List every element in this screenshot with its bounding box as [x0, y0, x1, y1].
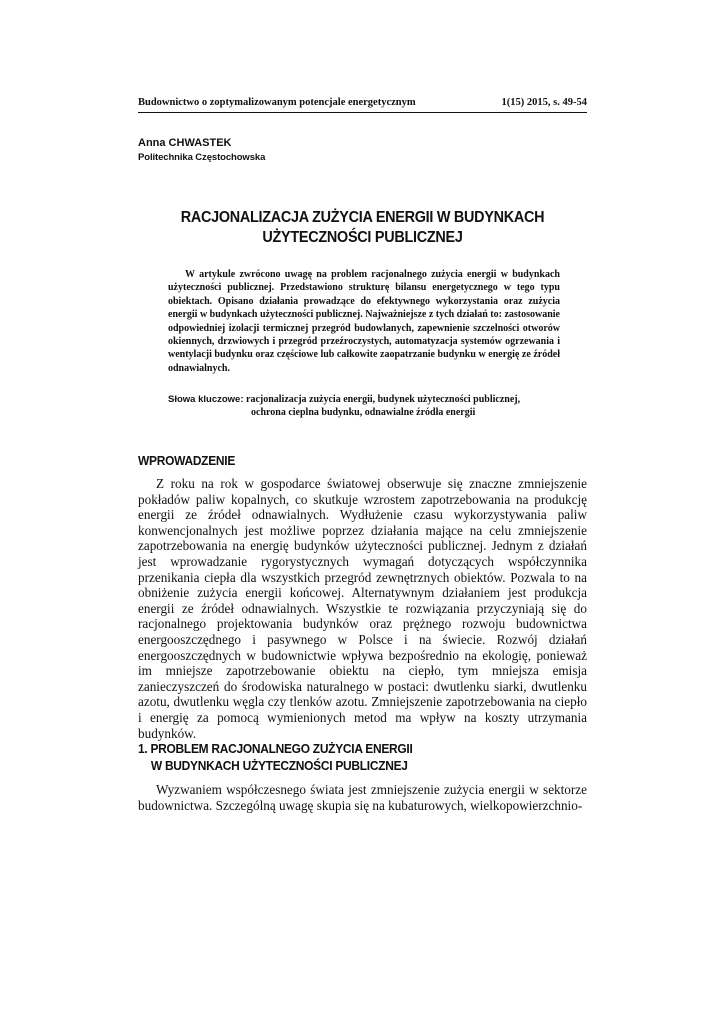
- title-line-1: RACJONALIZACJA ZUŻYCIA ENERGII W BUDYNKACH: [180, 209, 545, 226]
- section-heading-1: [138, 740, 413, 774]
- keywords-label: Słowa kluczowe:: [168, 394, 244, 405]
- section-heading-intro: WPROWADZENIE: [138, 453, 236, 468]
- intro-body: [138, 476, 587, 741]
- section-1-heading-line-2: W BUDYNKACH UŻYTECZNOŚCI PUBLICZNEJ: [150, 758, 408, 773]
- keywords-line-1: racjonalizacja zużycia energii, budynek użyteczności publicznej,: [246, 394, 521, 405]
- keywords: [168, 393, 560, 420]
- paper-title: [160, 208, 564, 248]
- title-line-2: UŻYTECZNOŚCI PUBLICZNEJ: [262, 229, 463, 246]
- header-rule: [138, 112, 587, 113]
- author-affiliation: Politechnika Częstochowska: [138, 152, 266, 163]
- section-1-paragraph: Wyzwaniem współczesnego świata jest zmniejszenie zużycia energii w sektorze budownictwa. Szczególną uwagę skupia się na kubaturowych, wielkopowierzchnio-: [138, 782, 587, 813]
- abstract: [168, 268, 560, 375]
- issue-pages: 1(15) 2015, s. 49-54: [501, 97, 587, 108]
- running-header: [138, 97, 587, 108]
- intro-paragraph: Z roku na rok w gospodarce światowej obserwuje się znaczne zmniejszenie pokładów paliw kopalnych, co skutkuje wzrostem zapotrzebowania na produkcję energii ze źródeł odnawialnych. Wydłużenie czasu wykorzystywania paliw konwencjonalnych jest możliwe poprzez działania mające na celu zmniejszenie zapotrzebowania na energię budynków użyteczności publicznej. Jednym z działań jest wprowadzanie rygorystycznych wymagań dotyczących współczynnika przenikania ciepła dla wszystkich przegród zewnętrznych obiektów. Pozwala to na obniżenie zużycia energii końcowej. Alternatywnym działaniem jest produkcja energii ze źródeł odnawialnych. Wszystkie te rozwiązania przyczyniają się do racjonalnego projektowania budynków oraz prężnego rozwoju budownictwa energooszczędnego i pasywnego w Polsce i na świecie. Rozwój działań energooszczędnych w budownictwie wpływa bezpośrednio na ekologię, ponieważ im mniejsze zapotrzebowanie obiektu na ciepło, tym mniejsza emisja zanieczyszczeń do środowiska naturalnego w postaci: dwutlenku siarki, dwutlenku azotu, dwutlenku węgla czy tlenków azotu. Zmniejszenie zapotrzebowania na ciepło i energię za pomocą wymienionych metod ma wpływ na koszty utrzymania budynków.: [138, 476, 587, 741]
- section-1-heading-line-1: 1. PROBLEM RACJONALNEGO ZUŻYCIA ENERGII: [138, 741, 413, 756]
- abstract-text: W artykule zwrócono uwagę na problem racjonalnego zużycia energii w budynkach użyteczności publicznej. Przedstawiono strukturę bilansu energetycznego w tego typu obiektach. Opisano działania prowadzące do efektywnego wykorzystania oraz zużycia energii w budynkach użyteczności publicznej. Najważniejsze z tych działań to: zastosowanie odpowiedniej izolacji termicznej przegród budowlanych, zapewnienie szczelności otworów okiennych, drzwiowych i przegród przeźroczystych, automatyzacja systemów ogrzewania i wentylacji budynku oraz częściowe lub całkowite zaopatrzanie budynku w energię ze źródeł odnawialnych.: [168, 269, 560, 374]
- keywords-line-2: ochrona cieplna budynku, odnawialne źródła energii: [251, 407, 476, 419]
- section-1-body: [138, 782, 587, 813]
- author-name: Anna CHWASTEK: [138, 137, 232, 149]
- journal-name: Budownictwo o zoptymalizowanym potencjale energetycznym: [138, 97, 416, 108]
